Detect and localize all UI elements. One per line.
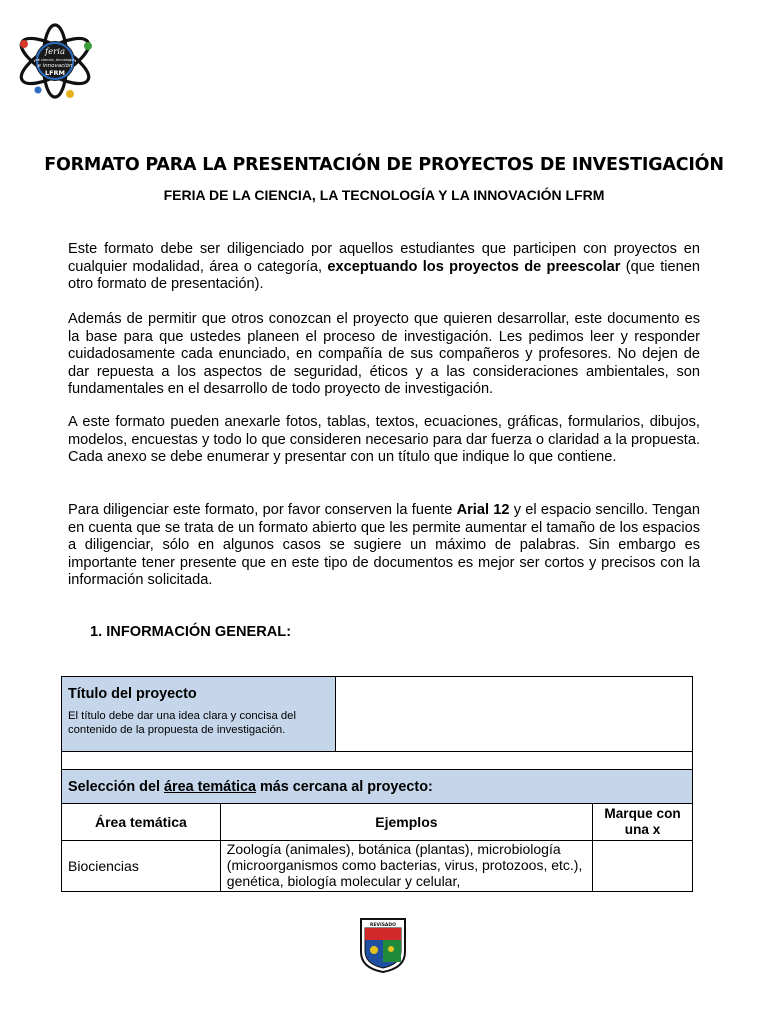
svg-text:e innovación: e innovación [37, 63, 73, 69]
feria-logo [14, 20, 96, 102]
project-title-input-cell[interactable] [335, 677, 692, 752]
table-row [62, 841, 693, 892]
svg-text:LFRM: LFRM [44, 69, 66, 77]
atom-logo-graphic [14, 20, 96, 102]
marque-checkbox-cell[interactable] [593, 841, 693, 892]
area-cell: Biociencias [62, 841, 221, 892]
font-requirement: Arial 12 [456, 502, 510, 518]
review-seal [358, 916, 408, 974]
svg-text:de ciencia, tecnología: de ciencia, tecnología [35, 58, 75, 62]
document-title: FORMATO PARA LA PRESENTACIÓN DE PROYECTOS DE INVESTIGACIÓN [44, 155, 724, 175]
preescolar-exception: exceptuando los proyectos de preescolar [327, 258, 621, 275]
column-header-ejemplos: Ejemplos [220, 804, 592, 841]
spacer-row [62, 752, 693, 770]
area-selection-heading: Selección del área temática más cercana al proyecto: [62, 770, 693, 804]
intro-paragraph-4: Para diligenciar este formato, por favor conserven la fuente Arial 12 y el espacio sencillo. Tengan en cuenta que se trata de un formato abierto que les permite aumentar el tamaño de los espacios a diligenciar, sólo en algunos casos se sugiere un máximo de palabras. Sin embargo es importante tener presente que en este tipo de documentos es mejor ser cortos y precisos con la información solicitada. [68, 502, 700, 589]
general-info-table [61, 676, 693, 892]
intro-paragraph-1: Este formato debe ser diligenciado por aquellos estudiantes que participen con proyectos en cualquier modalidad, área o categoría, exceptuando los proyectos de preescolar (que tienen otro formato de presentación). [68, 241, 700, 293]
column-header-marque: Marque con una x [593, 804, 693, 841]
area-tematica-underlined: área temática [163, 778, 256, 795]
document-subtitle: FERIA DE LA CIENCIA, LA TECNOLOGÍA Y LA INNOVACIÓN LFRM [163, 187, 605, 203]
svg-text:REVISADO: REVISADO [370, 923, 396, 928]
intro-paragraph-2: Además de permitir que otros conozcan el proyecto que quieren desarrollar, este documento es la base para que ustedes planeen el proceso de investigación. Les pedimos leer y responder cuidadosamente cada enunciado, en compañía de sus compañeros y profesores. No dejen de dar repuesta a los aspectos de seguridad, éticos y a las consideraciones ambientales, son fundamentales en el desarrollo de todo proyecto de investigación. [68, 311, 700, 398]
project-title-hint: El título debe dar una idea clara y concisa del contenido de la propuesta de investigación. [68, 710, 296, 736]
seal-graphic [358, 916, 408, 974]
ejemplos-cell: Zoología (animales), botánica (plantas), microbiología (microorganismos como bacterias, virus, protozoos, etc.), genética, biología molecular y celular, [220, 841, 592, 892]
intro-paragraph-3: A este formato pueden anexarle fotos, tablas, textos, ecuaciones, gráficas, formularios, dibujos, modelos, encuestas y todo lo que consideren necesario para dar fuerza o claridad a la propuesta. Cada anexo se debe enumerar y presentar con un título que indique lo que contiene. [68, 414, 700, 466]
section-heading-general-info: 1. INFORMACIÓN GENERAL: [90, 624, 292, 640]
project-title-label: Título del proyecto [68, 686, 197, 702]
column-header-area: Área temática [62, 804, 221, 841]
project-title-label-cell [62, 677, 336, 752]
svg-text:feria: feria [44, 47, 66, 57]
